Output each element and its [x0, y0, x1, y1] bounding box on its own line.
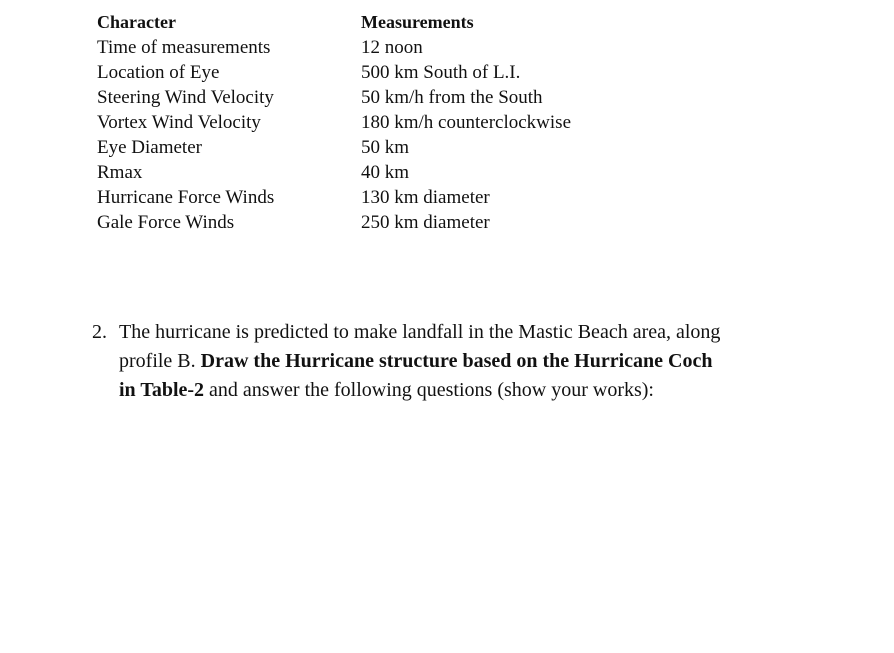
table-row — [97, 210, 657, 235]
row-character: Steering Wind Velocity — [97, 87, 274, 108]
question-line-3 — [119, 376, 792, 405]
row-character: Time of measurements — [97, 37, 271, 58]
row-character: Hurricane Force Winds — [97, 187, 275, 208]
table-row — [97, 85, 657, 110]
row-measurement: 12 noon — [361, 37, 423, 58]
question-2 — [92, 318, 792, 405]
row-measurement: 180 km/h counterclockwise — [361, 112, 572, 133]
table-row — [97, 160, 657, 185]
question-number: 2. — [92, 321, 107, 343]
header-measurements: Measurements — [361, 12, 474, 32]
row-character: Location of Eye — [97, 62, 220, 83]
row-measurement: 130 km diameter — [361, 187, 490, 208]
row-measurement: 40 km — [361, 162, 410, 183]
row-character: Vortex Wind Velocity — [97, 112, 261, 133]
row-character: Eye Diameter — [97, 137, 202, 158]
table-row — [97, 135, 657, 160]
question-line-2-bold: Draw the Hurricane structure based on the Hurricane Coch — [200, 350, 713, 372]
hurricane-characteristics-table — [97, 10, 657, 235]
question-line-1: The hurricane is predicted to make landfall in the Mastic Beach area, along — [119, 321, 721, 343]
table-row — [97, 35, 657, 60]
question-line-3-plain: and answer the following questions (show your works): — [204, 379, 654, 401]
row-character: Gale Force Winds — [97, 212, 235, 233]
row-measurement: 500 km South of L.I. — [361, 62, 521, 83]
row-measurement: 250 km diameter — [361, 212, 490, 233]
question-text — [119, 318, 792, 405]
table-row — [97, 185, 657, 210]
row-measurement: 50 km/h from the South — [361, 87, 543, 108]
table-row — [97, 60, 657, 85]
question-line-3-bold: in Table-2 — [119, 379, 205, 401]
row-measurement: 50 km — [361, 137, 410, 158]
table-header-row — [97, 10, 657, 35]
header-character: Character — [97, 12, 176, 32]
question-line-2-plain: profile B. — [119, 350, 201, 372]
table-row — [97, 110, 657, 135]
row-character: Rmax — [97, 162, 143, 183]
question-line-2 — [119, 347, 792, 376]
